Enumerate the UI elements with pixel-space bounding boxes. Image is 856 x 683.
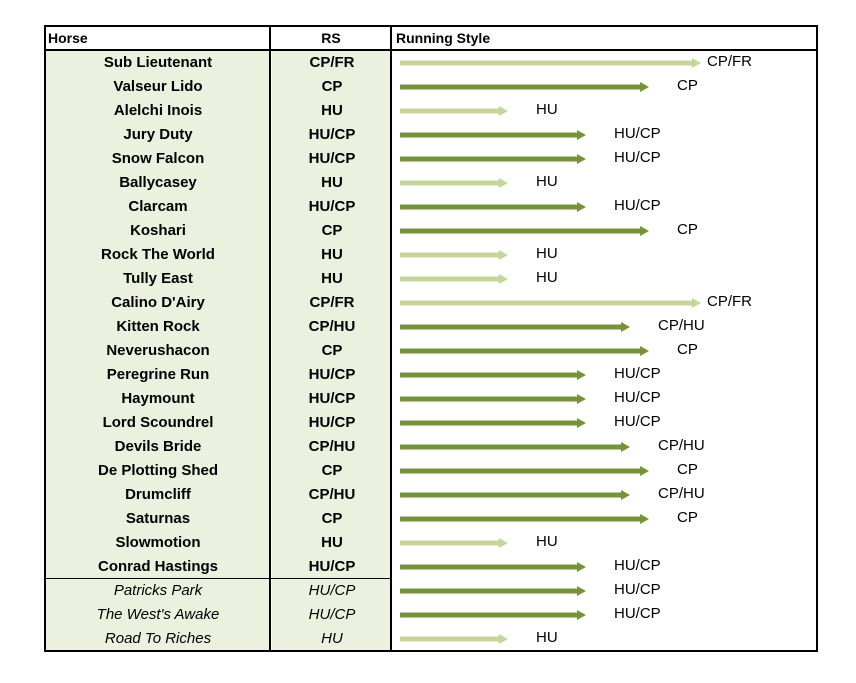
rs-value: HU/CP — [308, 126, 356, 143]
horse-name: Alelchi Inois — [113, 102, 203, 119]
header-rs: RS — [321, 30, 341, 46]
style-arrow-label: HU/CP — [614, 365, 661, 382]
style-arrow — [400, 130, 586, 140]
rs-value: CP/HU — [308, 318, 356, 335]
horse-name: Snow Falcon — [111, 150, 205, 167]
style-arrow-label: CP — [677, 509, 698, 526]
rs-value: HU — [321, 102, 343, 119]
horse-name: De Plotting Shed — [98, 462, 218, 479]
style-arrow — [400, 442, 630, 452]
style-arrow-label: HU/CP — [614, 605, 661, 622]
style-arrow-label: HU — [536, 173, 558, 190]
horse-name: Road To Riches — [104, 630, 212, 647]
style-arrow-label: HU — [536, 245, 558, 262]
style-arrow-label: HU — [536, 629, 558, 646]
style-arrow-label: CP/FR — [707, 293, 752, 310]
style-arrow — [400, 202, 586, 212]
style-arrow — [400, 610, 586, 620]
horse-name: The West's Awake — [96, 606, 220, 623]
horse-name: Haymount — [121, 390, 195, 407]
style-arrow — [400, 538, 508, 548]
style-arrow — [400, 586, 586, 596]
rs-value: CP — [321, 510, 343, 527]
style-arrow — [400, 274, 508, 284]
style-arrow-label: CP/HU — [658, 317, 705, 334]
horse-name: Peregrine Run — [106, 366, 210, 383]
style-arrow-label: CP — [677, 341, 698, 358]
style-arrow-label: HU/CP — [614, 125, 661, 142]
style-arrow-label: CP — [677, 77, 698, 94]
rs-value: CP — [321, 222, 343, 239]
horse-name: Devils Bride — [114, 438, 202, 455]
horse-name: Rock The World — [101, 246, 215, 263]
style-arrow-label: CP/FR — [707, 53, 752, 70]
rs-value: HU/CP — [308, 582, 356, 599]
style-arrow — [400, 226, 649, 236]
rs-value: HU/CP — [308, 366, 356, 383]
rs-value: CP — [321, 462, 343, 479]
rs-value: CP — [321, 78, 343, 95]
style-arrow-label: HU/CP — [614, 197, 661, 214]
running-style-arrows — [44, 25, 818, 652]
rs-value: HU/CP — [308, 414, 356, 431]
running-style-table — [44, 25, 818, 652]
rs-value: CP/FR — [309, 54, 355, 71]
horse-name: Saturnas — [125, 510, 191, 527]
horse-name: Ballycasey — [119, 174, 197, 191]
style-arrow-label: HU — [536, 269, 558, 286]
horse-name: Slowmotion — [115, 534, 201, 551]
style-arrow-label: CP — [677, 221, 698, 238]
header-running-style: Running Style — [396, 30, 491, 46]
horse-name: Lord Scoundrel — [102, 414, 214, 431]
style-arrow-label: HU/CP — [614, 149, 661, 166]
style-arrow-label: HU/CP — [614, 557, 661, 574]
style-arrow-label: HU — [536, 101, 558, 118]
rs-value: HU — [321, 270, 343, 287]
horse-name: Clarcam — [128, 198, 188, 215]
rs-value: HU/CP — [308, 606, 356, 623]
horse-name: Drumcliff — [125, 486, 191, 503]
horse-name: Tully East — [123, 270, 193, 287]
horse-name: Neverushacon — [106, 342, 210, 359]
horse-name: Patricks Park — [113, 582, 203, 599]
style-arrow — [400, 514, 649, 524]
horse-name: Calino D'Airy — [111, 294, 205, 311]
rs-value: CP/HU — [308, 486, 356, 503]
rs-value: CP/HU — [308, 438, 356, 455]
style-arrow — [400, 58, 701, 68]
style-arrow-label: CP/HU — [658, 437, 705, 454]
style-arrow-label: HU — [536, 533, 558, 550]
style-arrow-label: HU/CP — [614, 389, 661, 406]
style-arrow — [400, 370, 586, 380]
style-arrow — [400, 562, 586, 572]
rs-value: CP/FR — [309, 294, 355, 311]
rs-value: HU — [321, 174, 343, 191]
style-arrow — [400, 394, 586, 404]
style-arrow — [400, 106, 508, 116]
style-arrow — [400, 82, 649, 92]
horse-name: Valseur Lido — [113, 78, 203, 95]
style-arrow — [400, 322, 630, 332]
style-arrow — [400, 634, 508, 644]
horse-name: Kitten Rock — [116, 318, 200, 335]
rs-value: HU/CP — [308, 558, 356, 575]
style-arrow — [400, 466, 649, 476]
style-arrow — [400, 250, 508, 260]
rs-value: HU/CP — [308, 390, 356, 407]
rs-value: HU — [321, 246, 343, 263]
horse-name: Koshari — [130, 222, 186, 239]
style-arrow-label: CP/HU — [658, 485, 705, 502]
style-arrow — [400, 346, 649, 356]
horse-name: Jury Duty — [123, 126, 193, 143]
rs-value: HU/CP — [308, 198, 356, 215]
style-arrow — [400, 298, 701, 308]
style-arrow-label: HU/CP — [614, 413, 661, 430]
style-arrow — [400, 418, 586, 428]
horse-name: Conrad Hastings — [97, 558, 218, 575]
style-arrow-label: CP — [677, 461, 698, 478]
horse-name: Sub Lieutenant — [103, 54, 213, 71]
rs-value: CP — [321, 342, 343, 359]
rs-value: HU/CP — [308, 150, 356, 167]
header-horse: Horse — [48, 30, 88, 46]
style-arrow — [400, 490, 630, 500]
rs-value: HU — [321, 630, 343, 647]
rs-value: HU — [321, 534, 343, 551]
style-arrow — [400, 178, 508, 188]
style-arrow — [400, 154, 586, 164]
style-arrow-label: HU/CP — [614, 581, 661, 598]
